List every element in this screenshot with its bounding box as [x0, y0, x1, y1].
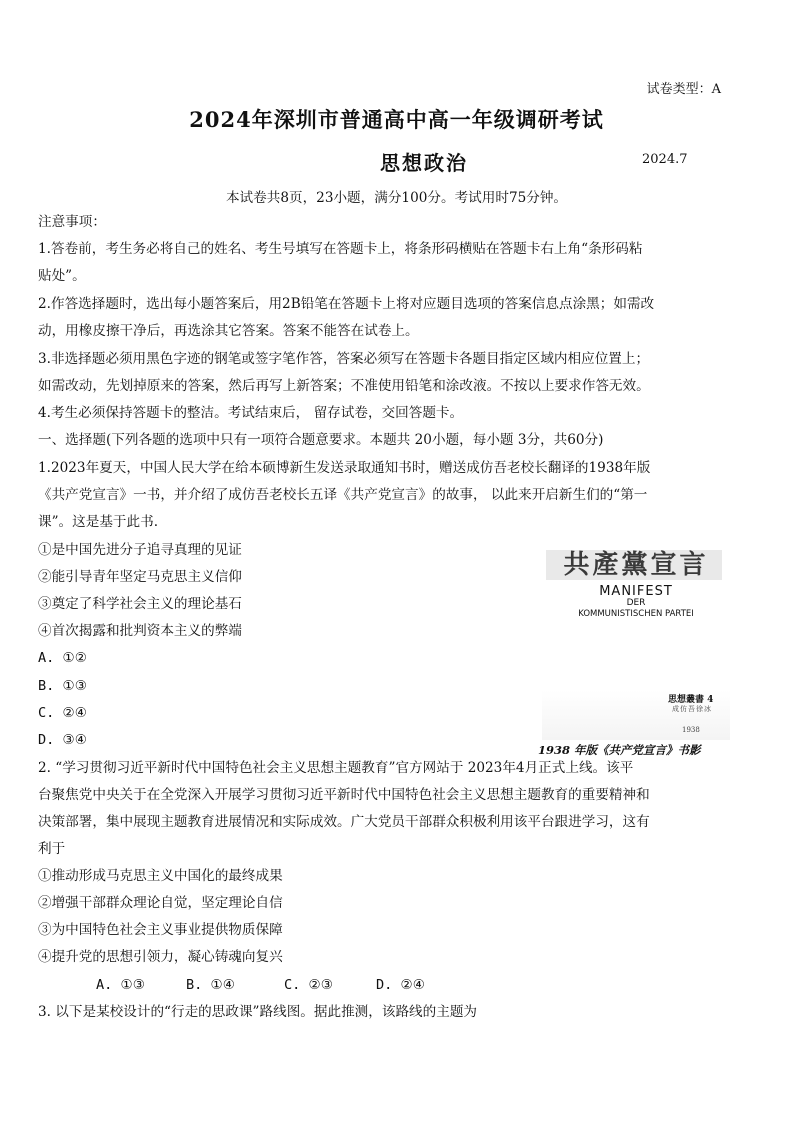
q2-statement: ①推动形成马克思主义中国化的最终成果: [38, 868, 283, 884]
cover-caption: 1938 年版《共产党宣言》书影: [538, 743, 701, 757]
q1-option-a: A. ①②: [38, 650, 87, 666]
subject-title: 思想政治: [380, 151, 468, 175]
notes-line: 1.答卷前，考生务必将自己的姓名、考生号填写在答题卡上，将条形码横贴在答题卡右上角“条形码粘: [38, 241, 643, 257]
cover-year-label: 1938: [682, 726, 700, 734]
cover-title-de1: MANIFEST: [599, 584, 673, 599]
q2-option-a: A. ①③: [96, 977, 145, 993]
cover-title-cn: 共產黨宣言: [563, 550, 709, 580]
manifesto-cover-image: [538, 540, 730, 758]
q1-statement: ①是中国先进分子追寻真理的见证: [38, 542, 242, 558]
question-1-text: 《共产党宣言》一书，并介绍了成仿吾老校长五译《共产党宣言》的故事， 以此来开启新生们的“第一: [38, 487, 648, 503]
notes-heading: 注意事项：: [38, 214, 106, 230]
paper-type-label: 试卷类型：A: [646, 82, 721, 97]
q1-option-b: B. ①③: [38, 678, 87, 694]
notes-line: 2.作答选择题时，选出每小题答案后，用2B铅笔在答题卡上将对应题目选项的答案信息点涂黑；如需改: [38, 296, 655, 312]
notes-line: 贴处”。: [38, 268, 86, 284]
question-2-text: 利于: [38, 841, 66, 857]
q2-statement: ②增强干部群众理论自觉，坚定理论自信: [38, 895, 283, 911]
q2-option-d: D. ②④: [376, 977, 425, 993]
q2-option-b: B. ①④: [186, 977, 235, 993]
q2-option-c: C. ②③: [284, 977, 333, 993]
question-2-text: 台聚焦党中央关于在全党深入开展学习贯彻习近平新时代中国特色社会主义思想主题教育的重要精神和: [38, 787, 650, 803]
q1-statement: ③奠定了科学社会主义的理论基石: [38, 596, 242, 612]
question-1-text: 1.2023年夏天，中国人民大学在给本硕博新生发送录取通知书时，赠送成仿吾老校长翻译的1938年版: [38, 460, 651, 476]
q1-statement: ②能引导青年坚定马克思主义信仰: [38, 569, 242, 585]
cover-series-label: 思想叢書 4: [668, 695, 714, 705]
q2-statement: ③为中国特色社会主义事业提供物质保障: [38, 922, 283, 938]
question-2-text: 2. “学习贯彻习近平新时代中国特色社会主义思想主题教育”官方网站于 2023年4月正式上线。该平: [38, 760, 634, 776]
question-2-text: 决策部署，集中展现主题教育进展情况和实际成效。广大党员干部群众积极利用该平台跟进学习，这有: [38, 814, 650, 830]
q1-option-d: D. ③④: [38, 732, 87, 748]
exam-info: 本试卷共8页，23小题，满分100分。考试用时75分钟。: [225, 190, 568, 206]
q2-statement: ④提升党的思想引领力，凝心铸魂向复兴: [38, 949, 283, 965]
question-1-text: 课”。这是基于此书.: [38, 514, 159, 530]
notes-line: 动，用橡皮擦干净后，再选涂其它答案。答案不能答在试卷上。: [38, 323, 419, 339]
q1-option-c: C. ②④: [38, 705, 87, 721]
q1-statement: ④首次揭露和批判资本主义的弊端: [38, 623, 242, 639]
notes-line: 如需改动，先划掉原来的答案，然后再写上新答案；不准使用铅笔和涂改液。不按以上要求作答无效。: [38, 378, 650, 394]
exam-title: 2024年深圳市普通高中高一年级调研考试: [189, 107, 604, 132]
notes-line: 4.考生必须保持答题卡的整洁。考试结束后， 留存试卷，交回答题卡。: [38, 405, 464, 421]
cover-title-de3: KOMMUNISTISCHEN PARTEI: [578, 609, 694, 619]
notes-line: 3.非选择题必须用黑色字迹的钢笔或签字笔作答，答案必须写在答题卡各题目指定区域内相应位置上；: [38, 351, 650, 367]
cover-title-de2: DER: [626, 598, 646, 608]
exam-date: 2024.7: [642, 152, 688, 167]
section-heading: 一、选择题(下列各题的选项中只有一项符合题意要求。本题共 20小题，每小题 3分，共60分): [38, 432, 604, 448]
cover-publisher-label: 成仿吾徐冰: [672, 705, 712, 713]
question-3-text: 3. 以下是某校设计的“行走的思政课”路线图。据此推测，该路线的主题为: [38, 1004, 478, 1020]
